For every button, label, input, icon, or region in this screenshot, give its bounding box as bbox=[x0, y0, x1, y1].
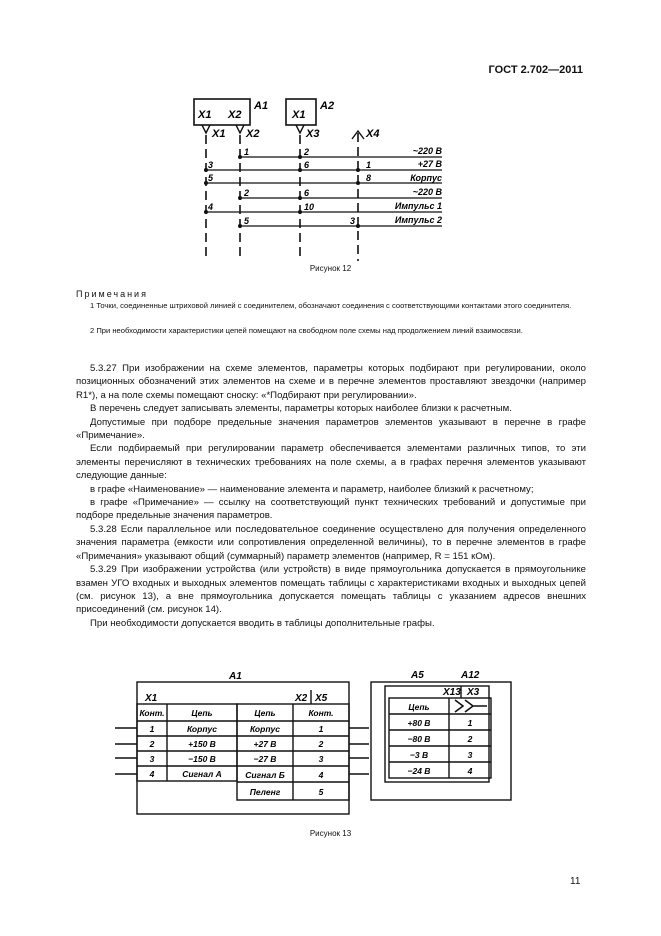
paragraph: Если подбираемый при регулировании параметр обеспечивается элементами различных типов, то эти элементы перечисляют в технических требованиях на поле схемы, а в графах перечня элементов указывают следующие данные: bbox=[76, 443, 586, 482]
small-cell: −80 В bbox=[407, 734, 431, 744]
figure-12-diagram bbox=[180, 95, 470, 265]
figure-12-caption: Рисунок 12 bbox=[309, 264, 352, 273]
x5-label: X5 bbox=[315, 693, 328, 704]
left-cell: 1 bbox=[149, 724, 155, 734]
point-number: 5 bbox=[208, 173, 214, 183]
connector-x1: X1 bbox=[212, 128, 226, 140]
device-a2-label: A2 bbox=[320, 100, 335, 112]
point-number: 6 bbox=[304, 160, 310, 170]
point-number: 2 bbox=[304, 147, 310, 157]
right-cell: 5 bbox=[318, 787, 324, 797]
standard-header: ГОСТ 2.702—2011 bbox=[488, 64, 583, 76]
device-a12-box bbox=[385, 686, 489, 782]
left-cell: Корпус bbox=[187, 724, 217, 734]
x3-label: X3 bbox=[467, 687, 480, 698]
right-cell: 1 bbox=[318, 724, 324, 734]
left-header-circuit: Цепь bbox=[191, 708, 213, 718]
small-cell: −24 В bbox=[407, 766, 431, 776]
paragraph-5-3-27: 5.3.27 При изображении на схеме элементов, параметры которых подбирают при регулировании, около позиционных обозначений этих элементов на схеме и в перечне элементов проставляют звездочки (например R1*), а на поле схемы помещают сноску: «*Подбирают при регулировании». bbox=[76, 363, 586, 401]
connector-arrow-icon bbox=[455, 700, 463, 712]
paragraph: Допустимые при подборе предельные значения параметров элементов указывают в перечне в графе «Примечание». bbox=[76, 416, 586, 442]
box-a1-label-x2: X2 bbox=[228, 109, 242, 121]
small-cell: 3 bbox=[467, 750, 473, 760]
point-number: 5 bbox=[244, 216, 250, 226]
x1-arrow bbox=[202, 125, 210, 133]
left-cell: 4 bbox=[149, 769, 155, 779]
wire-label: ~220 В bbox=[412, 146, 442, 156]
paragraph-5-3-28: 5.3.28 Если параллельное или последовательное соединение осуществлено для получения определенного значения параметра (емкости или сопротивления определенной величины), то в перечне элементов в графе «Примечания» указывают общий (суммарный) параметр элементов (например, R = 151 кОм). bbox=[76, 523, 586, 562]
wire-label: Корпус bbox=[410, 173, 442, 183]
right-cell: 3 bbox=[318, 754, 324, 764]
right-cell: −27 В bbox=[253, 754, 277, 764]
connector-arrow-icon bbox=[465, 700, 487, 712]
figure-13-caption: Рисунок 13 bbox=[309, 829, 352, 838]
small-cell: 1 bbox=[467, 718, 473, 728]
right-cell: Пеленг bbox=[249, 787, 281, 797]
body-text bbox=[76, 362, 586, 630]
left-cell: +150 В bbox=[188, 739, 216, 749]
x2-arrow bbox=[236, 125, 244, 133]
point-number: 10 bbox=[304, 202, 315, 212]
wire-label: +27 В bbox=[417, 159, 442, 169]
right-cell: Корпус bbox=[250, 724, 280, 734]
point-number: 3 bbox=[350, 216, 356, 226]
box-a2-label-x1: X1 bbox=[292, 109, 306, 121]
left-header-cont: Конт. bbox=[139, 708, 165, 718]
point-number: 2 bbox=[244, 188, 250, 198]
wire-label: Импульс 1 bbox=[394, 201, 442, 211]
x3-arrow bbox=[296, 125, 304, 133]
paragraph: в графе «Примечание» — ссылку на соответствующий пункт технических требований и допустимые при подборе предельные значения параметров. bbox=[76, 497, 586, 522]
connector-x2: X2 bbox=[246, 128, 260, 140]
x13-label: X13 bbox=[443, 687, 461, 698]
a5-label: A5 bbox=[411, 670, 424, 681]
right-header-circuit: Цепь bbox=[254, 708, 276, 718]
x1-label: X1 bbox=[145, 693, 158, 704]
small-cell: −3 В bbox=[409, 750, 429, 760]
box-a1-label-x1: X1 bbox=[198, 109, 212, 121]
small-cell: 2 bbox=[467, 734, 473, 744]
point-number: 6 bbox=[304, 188, 310, 198]
left-cell: 2 bbox=[149, 739, 155, 749]
a12-label: A12 bbox=[461, 670, 480, 681]
left-cell: Сигнал А bbox=[182, 769, 222, 779]
right-header-cont: Конт. bbox=[308, 708, 334, 718]
connector-x4: X4 bbox=[366, 128, 380, 140]
paragraph: в графе «Наименование» — наименование элемента и параметр, наиболее близкий к расчетному; bbox=[90, 483, 534, 495]
point-number: 1 bbox=[244, 147, 250, 157]
point-number: 3 bbox=[208, 160, 214, 170]
right-cell: Сигнал Б bbox=[245, 770, 285, 780]
notes-title: Примечания bbox=[76, 289, 148, 299]
figure-13-diagram bbox=[115, 668, 515, 820]
a1-label: A1 bbox=[229, 671, 242, 682]
right-cell: 4 bbox=[318, 770, 324, 780]
x2-label: X2 bbox=[295, 693, 308, 704]
paragraph-5-3-29: 5.3.29 При изображении устройства (или устройств) в виде прямоугольника допускается в прямоугольнике взамен УГО входных и выходных элементов помещать таблицы с характеристиками входных и выходных цепей (см. рисунок 13), а вне прямоугольника допускается помещать таблицы с указанием адресов внешних присоединений (см. рисунок 14). bbox=[76, 564, 586, 616]
small-cell: +80 В bbox=[407, 718, 431, 728]
wire-label: ~220 В bbox=[412, 187, 442, 197]
device-a1-label: A1 bbox=[254, 100, 269, 112]
note-1: 1 Точки, соединенные штриховой линией с соединителем, обозначают соединения с соответствующими контактами этого соединителя. bbox=[90, 301, 572, 310]
note-2: 2 При необходимости характеристики цепей помещают на свободном поле схемы над продолжением линий взаимосвязи. bbox=[90, 326, 523, 335]
right-cell: +27 В bbox=[253, 739, 277, 749]
left-cell: 3 bbox=[149, 754, 155, 764]
paragraph: При необходимости допускается вводить в таблицы дополнительные графы. bbox=[90, 617, 435, 629]
right-cell: 2 bbox=[318, 739, 324, 749]
small-cell: 4 bbox=[467, 766, 473, 776]
point-number: 8 bbox=[366, 173, 372, 183]
page-number: 11 bbox=[570, 876, 581, 887]
connector-x3: X3 bbox=[306, 128, 320, 140]
small-table bbox=[389, 698, 491, 778]
point-number: 4 bbox=[208, 202, 214, 212]
point-number: 1 bbox=[366, 160, 372, 170]
small-header-circuit: Цепь bbox=[408, 702, 430, 712]
paragraph: В перечень следует записывать элементы, параметры которых наиболее близки к расчетным. bbox=[90, 403, 512, 415]
left-cell: −150 В bbox=[188, 754, 216, 764]
wire-label: Импульс 2 bbox=[394, 215, 442, 225]
